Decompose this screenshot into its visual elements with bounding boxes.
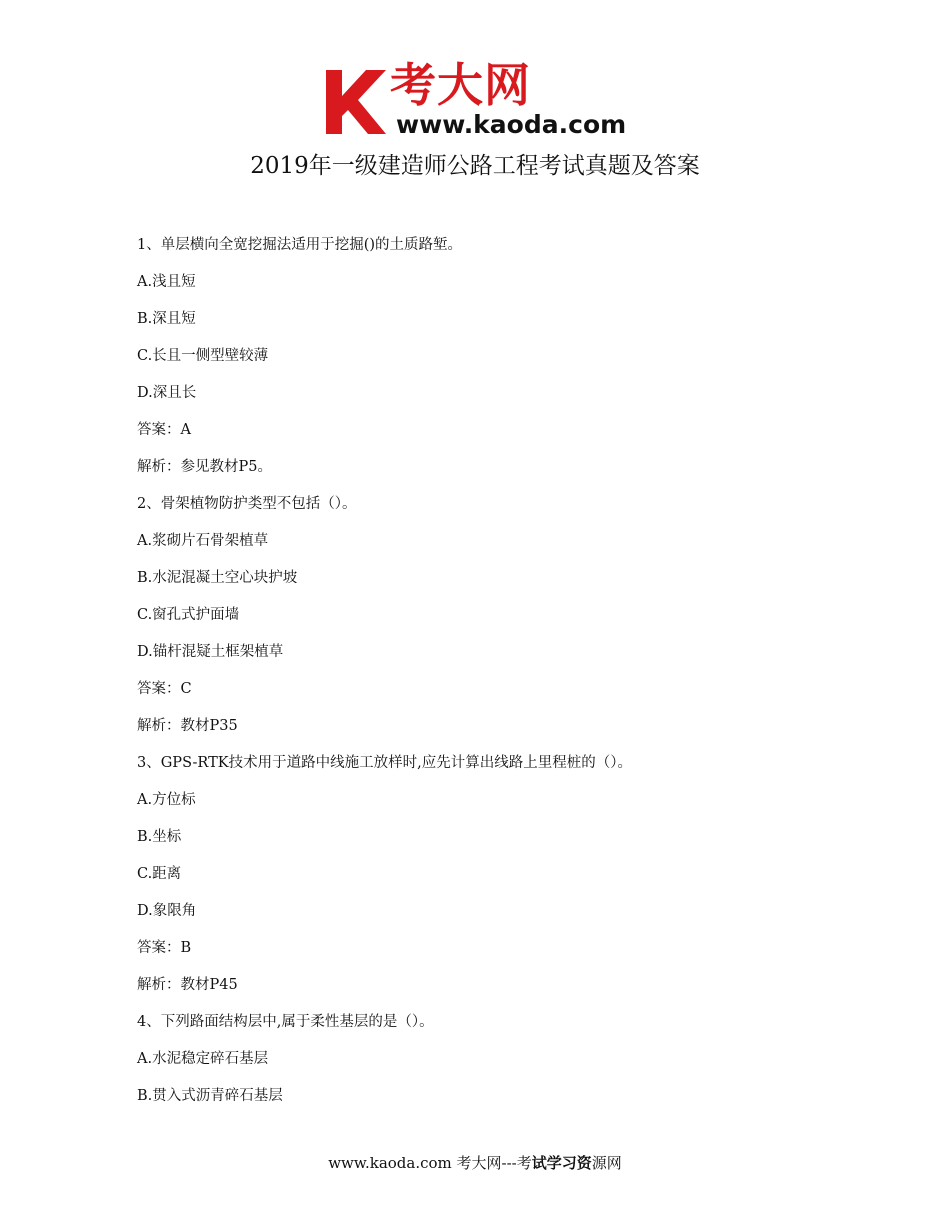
text-line: 答案：B [137,940,192,956]
logo-url: www.kaoda.com [396,110,627,139]
text-line: A.水泥稳定碎石基层 [137,1051,269,1067]
logo-brand-text: 考大网 [390,58,531,112]
text-line: A.浅且短 [137,274,196,290]
text-line: 3、GPS-RTK技术用于道路中线施工放样时,应先计算出线路上里程桩的（）。 [137,755,632,771]
footer-prefix: www.kaoda.com 考大网---考 [328,1154,532,1172]
text-line: B.坐标 [137,829,182,845]
text-line: 解析：教材P35 [137,718,238,734]
text-line: B.深且短 [137,311,196,327]
text-line: B.水泥混凝土空心块护坡 [137,570,298,586]
text-line: 4、下列路面结构层中,属于柔性基层的是（）。 [137,1014,434,1030]
text-line: 2、骨架植物防护类型不包括（）。 [137,496,357,512]
text-line: 1、单层横向全宽挖掘法适用于挖掘()的土质路堑。 [137,237,463,253]
text-line: A.方位标 [137,792,196,808]
text-line: 答案：C [137,681,192,697]
question-list [137,232,837,1120]
text-line: B.贯入式沥青碎石基层 [137,1088,283,1104]
text-line: C.窗孔式护面墙 [137,607,240,623]
text-line: 解析：参见教材P5。 [137,459,272,475]
text-line: C.长且一侧型壁较薄 [137,348,269,364]
kaoda-logo [322,58,634,142]
page-title: 2019年一级建造师公路工程考试真题及答案 [250,153,700,179]
footer-suffix: 源网 [591,1154,622,1172]
k-logo-icon [322,66,400,138]
text-line: A.浆砌片石骨架植草 [137,533,269,549]
text-line: D.象限角 [137,903,197,919]
text-line: D.锚杆混疑土框架植草 [137,644,284,660]
text-line: 答案：A [137,422,191,438]
text-line: D.深且长 [137,385,197,401]
page-footer [0,1152,950,1174]
text-line: 解析：教材P45 [137,977,238,993]
footer-bold: 试学习资 [531,1154,592,1172]
text-line: C.距离 [137,866,182,882]
